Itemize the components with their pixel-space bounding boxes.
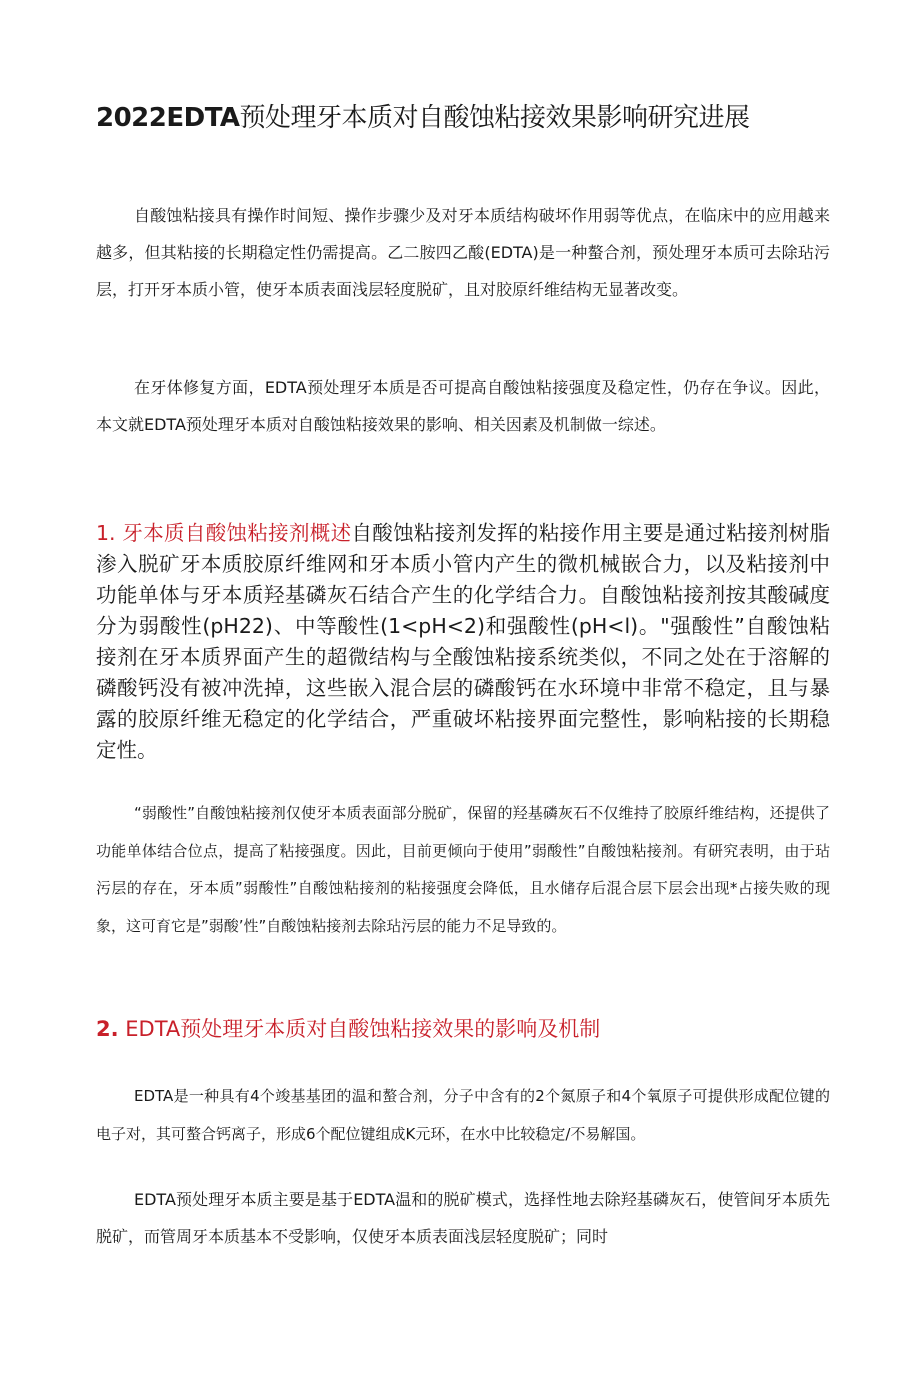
paragraph-edta-definition: EDTA是一种具有4个竣基基团的温和螯合剂，分子中含有的2个氮原子和4个氧原子可提供形成配位键的电子对，其可螯合钙离子，形成6个配位键组成K元环，在水中比较稳定/不易解国。 (96, 1087, 830, 1143)
document-title (96, 96, 836, 140)
section-1-body: 自酸蚀粘接剂发挥的粘接作用主要是通过粘接剂树脂渗入脱矿牙本质胶原纤维网和牙本质小管内产生的微机械嵌合力，以及粘接剂中功能单体与牙本质羟基磷灰石结合产生的化学结合力。自酸蚀粘接剂按其酸碱度分为弱酸性(pH22)、中等酸性(1<pH<2)和强酸性(pH<l)。"强酸性”自酸蚀粘接剂在牙本质界面产生的超微结构与全酸蚀粘接系统类似，不同之处在于溶解的磷酸钙没有被冲洗掉，这些嵌入混合层的磷酸钙在水环境中非常不稳定，且与暴露的胶原纤维无稳定的化学结合，严重破坏粘接界面完整性，影响粘接的长期稳定性。 (96, 521, 830, 762)
paragraph-weak-acid: “弱酸性”自酸蚀粘接剂仅使牙本质表面部分脱矿，保留的羟基磷灰石不仅维持了胶原纤维结构，还提供了功能单体结合位点，提高了粘接强度。因此，目前更倾向于使用”弱酸性”自酸蚀粘接剂。有研究表明，由于玷污层的存在，牙本质”弱酸性”自酸蚀粘接剂的粘接强度会降低，且水储存后混合层下层会出现*占接失败的现象，这可育它是”弱酸’性”自酸蚀粘接剂去除玷污层的能力不足导致的。 (96, 804, 830, 935)
section-2-number: 2. (96, 1017, 119, 1041)
paragraph-intro: 自酸蚀粘接具有操作时间短、操作步骤少及对牙本质结构破坏作用弱等优点，在临床中的应用越来越多，但其粘接的长期稳定性仍需提高。乙二胺四乙酸(EDTA)是一种螯合剂，预处理牙本质可去除玷污层，打开牙本质小管，使牙本质表面浅层轻度脱矿，且对胶原纤维结构无显著改变。 (96, 206, 830, 299)
section-2-heading-block (96, 1011, 600, 1047)
section-1 (96, 518, 830, 766)
title-text: 预处理牙本质对自酸蚀粘接效果影响研究进展 (239, 103, 750, 133)
section-1-heading: 牙本质自酸蚀粘接剂概述 (122, 521, 352, 545)
section-2-heading: EDTA预处理牙本质对自酸蚀粘接效果的影响及机制 (125, 1017, 601, 1041)
paragraph-controversy: 在牙体修复方面，EDTA预处理牙本质是否可提高自酸蚀粘接强度及稳定性，仍存在争议。因此，本文就EDTA预处理牙本质对自酸蚀粘接效果的影响、相关因素及机制做一综述。 (96, 378, 830, 434)
paragraph-edta-mechanism: EDTA预处理牙本质主要是基于EDTA温和的脱矿模式，选择性地去除羟基磷灰石，使管间牙本质先脱矿，而管周牙本质基本不受影响，仅使牙本质表面浅层轻度脱矿；同时 (96, 1190, 830, 1246)
title-year: 2022EDTA (96, 103, 240, 133)
section-1-number: 1. (96, 521, 116, 545)
